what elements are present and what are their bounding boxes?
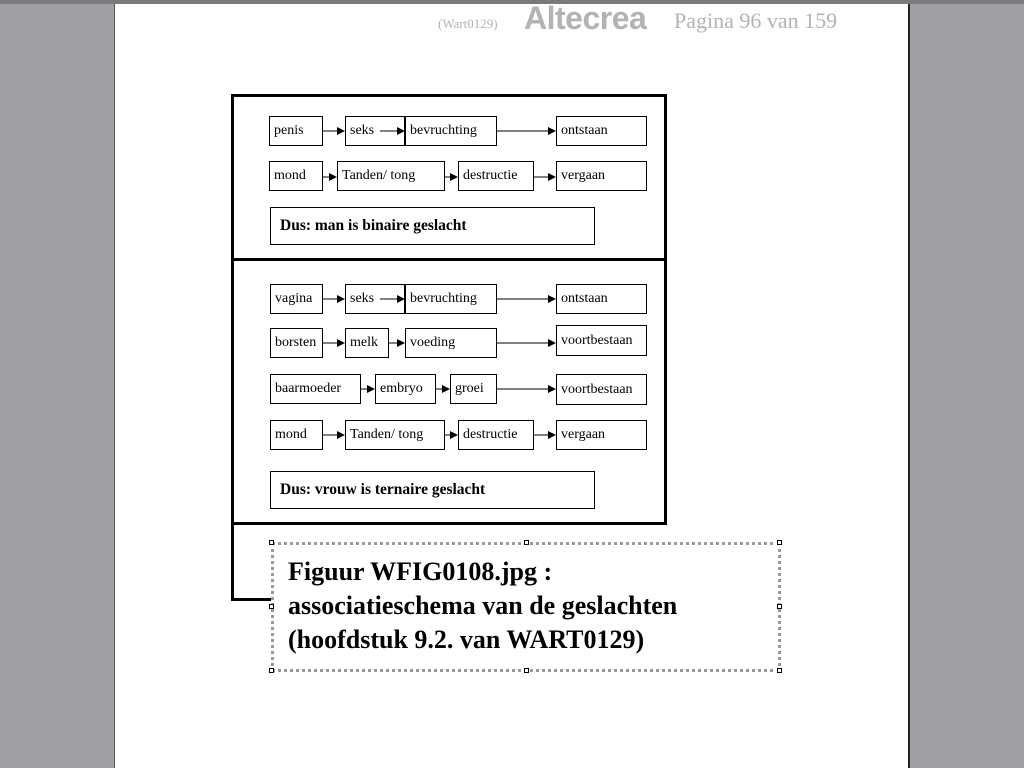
conclusion-vrouw: Dus: vrouw is ternaire geslacht <box>270 471 595 509</box>
node-mond: mond <box>270 420 323 450</box>
resize-handle-left[interactable] <box>269 604 274 609</box>
node-seks: seks <box>345 284 405 314</box>
node-vagina: vagina <box>270 284 323 314</box>
node-tanden-tong: Tanden/ tong <box>337 161 445 191</box>
node-seks: seks <box>345 116 405 146</box>
node-destructie: destructie <box>458 420 534 450</box>
node-voortbestaan: voortbestaan <box>556 325 647 356</box>
caption-line-1: Figuur WFIG0108.jpg : <box>288 557 553 586</box>
resize-handle-bottom[interactable] <box>524 668 529 673</box>
caption-text <box>288 555 677 657</box>
node-tanden-tong: Tanden/ tong <box>345 420 445 450</box>
node-destructie: destructie <box>458 161 534 191</box>
resize-handle-bottom-left[interactable] <box>269 668 274 673</box>
node-mond: mond <box>269 161 323 191</box>
node-bevruchting: bevruchting <box>405 284 497 314</box>
caption-line-3: (hoofdstuk 9.2. van WART0129) <box>288 625 645 654</box>
conclusion-man: Dus: man is binaire geslacht <box>270 207 595 245</box>
node-vergaan: vergaan <box>556 420 647 450</box>
node-bevruchting: bevruchting <box>405 116 497 146</box>
node-ontstaan: ontstaan <box>556 284 647 314</box>
node-penis: penis <box>269 116 323 146</box>
caption-line-2: associatieschema van de geslachten <box>288 591 678 620</box>
resize-handle-top-left[interactable] <box>269 540 274 545</box>
node-baarmoeder: baarmoeder <box>270 374 361 404</box>
page-indicator: Pagina 96 van 159 <box>674 8 838 33</box>
node-groei: groei <box>450 374 497 404</box>
node-embryo: embryo <box>375 374 436 404</box>
resize-handle-top[interactable] <box>524 540 529 545</box>
node-voortbestaan: voortbestaan <box>556 374 647 405</box>
node-voeding: voeding <box>405 328 497 358</box>
brand-name: Altecrea <box>524 0 647 36</box>
node-borsten: borsten <box>270 328 323 358</box>
node-ontstaan: ontstaan <box>556 116 647 146</box>
node-melk: melk <box>345 328 389 358</box>
resize-handle-bottom-right[interactable] <box>777 668 782 673</box>
node-vergaan: vergaan <box>556 161 647 191</box>
resize-handle-right[interactable] <box>777 604 782 609</box>
doc-reference: (Wart0129) <box>438 16 498 31</box>
caption-textbox[interactable] <box>271 542 781 672</box>
resize-handle-top-right[interactable] <box>777 540 782 545</box>
